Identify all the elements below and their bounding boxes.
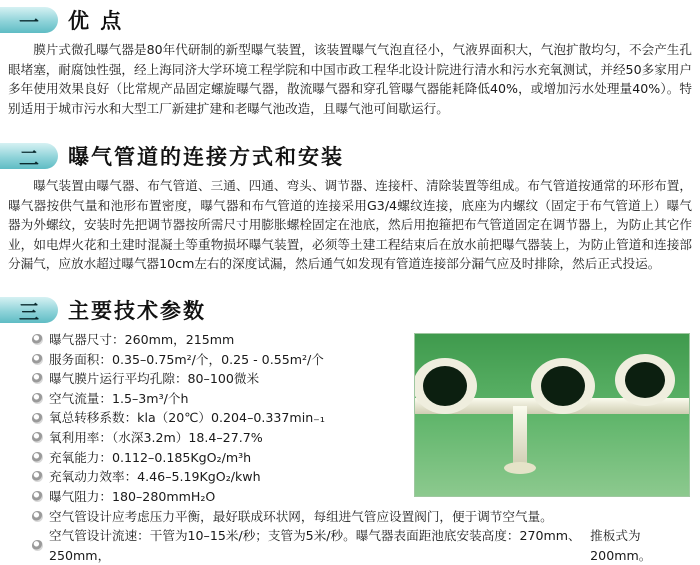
- diffuser-right: [615, 354, 675, 406]
- advantages-paragraph: 膜片式微孔曝气器是80年代研制的新型曝气装置，该装置曝气气泡直径小，气液界面积大，气泡扩散均匀，不会产生孔眼堵塞，耐腐蚀性强，经上海同济大学环境工程学院和中国市政工程华北设计院进行清水和污水充氧测试，并经50多家用户多年使用效果良好（比常规产品固定螺旋曝气器，散流曝气器和穿孔管曝气器能耗降低40%，或增加污水处理量40%）。特别适用于城市污水和大型工厂新建扩建和老曝气池改造，且曝气池可间歇运行。: [8, 42, 692, 116]
- bullet-icon: [32, 432, 43, 443]
- list-item: 空气管设计应考虑压力平衡，最好联成环状网，每组进气管应设置阀门，便于调节空气量。: [32, 507, 692, 527]
- list-item: 空气流量：1.5–3m³/个h: [32, 389, 402, 409]
- section-title: 曝气管道的连接方式和安装: [68, 145, 344, 169]
- list-item-continuation-text: 推板式为200mm。: [590, 528, 652, 563]
- list-item: 曝气器尺寸：260mm，215mm: [32, 330, 402, 350]
- bullet-icon: [32, 334, 43, 345]
- diffuser-center: [531, 358, 595, 414]
- bullet-icon: [32, 393, 43, 404]
- diffuser-photo: [414, 333, 690, 497]
- section-header-advantages: [0, 6, 123, 34]
- connecting-rod: [513, 406, 527, 468]
- list-item: 充氧能力：0.112–0.185KgO₂/m³h: [32, 448, 402, 468]
- technical-parameters-list: [32, 330, 402, 506]
- bullet-icon: [32, 491, 43, 502]
- list-item: 氧利用率：（水深3.2m）18.4–27.7%: [32, 428, 402, 448]
- diffuser-left: [415, 358, 477, 414]
- list-item: 空气管设计流速：干管为10–15米/秒；支管为5米/秒。曝气器表面距池底安装高度：270mm、250mm， 推板式为200mm。: [32, 526, 692, 565]
- list-item: 氧总转移系数：kla（20℃）0.204–0.337min₋₁: [32, 408, 402, 428]
- section-number-badge: 二: [0, 143, 58, 169]
- bullet-icon: [32, 373, 43, 384]
- list-item: 曝气阻力：180–280mmH₂O: [32, 487, 402, 507]
- list-item: 服务面积：0.35–0.75m²/个，0.25 - 0.55m²/个: [32, 350, 402, 370]
- bullet-icon: [32, 354, 43, 365]
- list-item: 曝气膜片运行平均孔隙：80–100微米: [32, 369, 402, 389]
- bullet-icon: [32, 452, 43, 463]
- section-number-badge: 一: [0, 7, 58, 33]
- bullet-icon: [32, 413, 43, 424]
- bullet-icon: [32, 511, 43, 522]
- section-title: 优 点: [68, 9, 124, 33]
- list-item: 充氧动力效率：4.46–5.19KgO₂/kwh: [32, 467, 402, 487]
- diffuser-illustration: [415, 334, 689, 496]
- section-number-badge: 三: [0, 297, 58, 323]
- section-header-installation: [0, 142, 344, 170]
- section-title: 主要技术参数: [68, 299, 206, 323]
- section-header-parameters: [0, 296, 206, 324]
- bullet-icon: [32, 540, 43, 551]
- installation-paragraph: 曝气装置由曝气器、布气管道、三通、四通、弯头、调节器、连接杆、清除装置等组成。布气管道按通常的环形布置，曝气器按供气量和池形布置密度，曝气器和布气管道的连接采用G3/4螺纹连接，底座为内螺纹（固定于布气管道上）曝气器为外螺纹，安装时先把调节器按所需尺寸用膨胀螺栓固定在池底，然后用抱箍把布气管道固定在调节器上，为防止其它作业，如电焊火花和土建时混凝土等重物损坏曝气装置，必须等土建工程结束后在放水前把曝气器装上，为防止管道和连接部分漏气，应放水超过曝气器10cm左右的深度试漏，然后通气如发现有管道连接部分漏气应及时排除，然后正式投运。: [8, 178, 692, 271]
- bullet-icon: [32, 471, 43, 482]
